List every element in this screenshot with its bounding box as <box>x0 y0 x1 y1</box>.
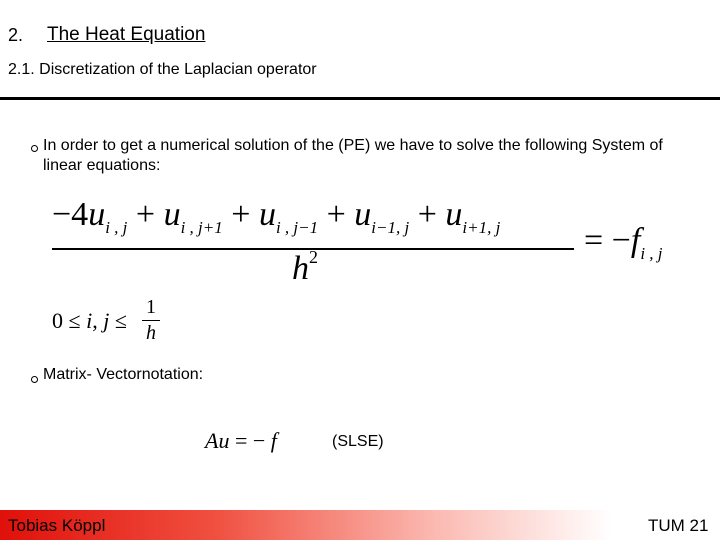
bullet-icon <box>31 376 38 383</box>
slide-subtitle: 2.1. Discretization of the Laplacian operator <box>8 61 317 78</box>
header-divider <box>0 97 720 100</box>
bullet-text-matrix: Matrix- Vectornotation: <box>43 366 204 383</box>
footer-page-number: TUM 21 <box>648 516 709 535</box>
equation-denominator: $h^2$ <box>292 246 318 287</box>
index-condition: 0 ≤ i, j ≤ <box>52 308 127 333</box>
footer-author: Tobias Köppl <box>8 516 106 535</box>
matrix-equation: Au = − f <box>205 428 277 453</box>
slide-title: The Heat Equation <box>47 24 206 45</box>
footer-bar <box>0 510 720 540</box>
equation-label: (SLSE) <box>332 433 384 450</box>
bullet-icon <box>31 145 38 152</box>
index-condition-fraction: 1 h <box>142 296 160 345</box>
bullet-text-system: In order to get a numerical solution of the (PE) we have to solve the following System of linear equations: <box>43 137 663 174</box>
section-number: 2. <box>8 25 24 45</box>
equation-rhs: = $-f_{i , j}$ <box>584 222 663 263</box>
equation-numerator: $-4u_{i , j} + u_{i , j+1} + u_{i , j-1} + u_{i-1, j} + u_{i+1, j}$ <box>52 196 501 237</box>
